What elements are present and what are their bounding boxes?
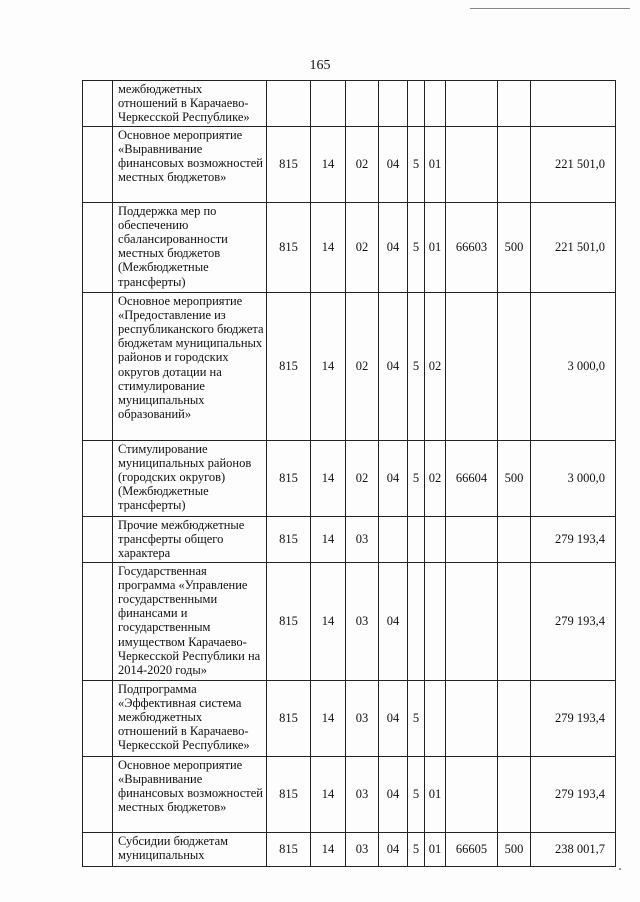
cell-p4 xyxy=(446,292,498,440)
cell-vr xyxy=(498,126,531,202)
cell-p1: 04 xyxy=(379,126,408,202)
cell-rz: 14 xyxy=(311,680,346,756)
cell-index xyxy=(83,126,113,202)
cell-rz: 14 xyxy=(311,292,346,440)
cell-ved: 815 xyxy=(267,832,311,866)
cell-p1: 04 xyxy=(379,832,408,866)
cell-p4 xyxy=(446,81,498,127)
cell-sum: 279 193,4 xyxy=(531,516,616,562)
budget-table xyxy=(82,80,616,867)
cell-sum: 3 000,0 xyxy=(531,440,616,516)
cell-p2: 5 xyxy=(408,440,425,516)
cell-p4 xyxy=(446,516,498,562)
top-edge-line xyxy=(470,8,630,9)
cell-name: Субсидии бюджетам муниципальных xyxy=(113,832,267,866)
cell-pr: 02 xyxy=(346,440,379,516)
cell-p4 xyxy=(446,756,498,832)
cell-p2: 5 xyxy=(408,832,425,866)
cell-p2 xyxy=(408,81,425,127)
cell-p3: 02 xyxy=(425,292,446,440)
cell-rz: 14 xyxy=(311,126,346,202)
cell-name: Прочие межбюджетные трансферты общего характера xyxy=(113,516,267,562)
cell-ved xyxy=(267,81,311,127)
cell-pr: 03 xyxy=(346,756,379,832)
cell-index xyxy=(83,680,113,756)
cell-sum xyxy=(531,81,616,127)
cell-ved: 815 xyxy=(267,680,311,756)
cell-name: Государственная программа «Управление государственными финансами и государственным имуществом Карачаево-Черкесской Республики на 2014-2020 годы» xyxy=(113,562,267,680)
cell-p4: 66604 xyxy=(446,440,498,516)
cell-rz: 14 xyxy=(311,516,346,562)
cell-vr: 500 xyxy=(498,440,531,516)
cell-pr: 03 xyxy=(346,680,379,756)
cell-sum: 279 193,4 xyxy=(531,756,616,832)
cell-name: Основное мероприятие «Предоставление из республиканского бюджета бюджетам муниципальных районов и городских округов дотации на стимулирование муниципальных образований» xyxy=(113,292,267,440)
table-row xyxy=(83,756,616,832)
cell-index xyxy=(83,292,113,440)
cell-p3: 01 xyxy=(425,126,446,202)
cell-index xyxy=(83,202,113,292)
table-row xyxy=(83,680,616,756)
cell-ved: 815 xyxy=(267,126,311,202)
cell-p1 xyxy=(379,516,408,562)
cell-p2: 5 xyxy=(408,756,425,832)
cell-p4 xyxy=(446,126,498,202)
cell-name: Подпрограмма «Эффективная система межбюджетных отношений в Карачаево-Черкесской Республике» xyxy=(113,680,267,756)
cell-pr xyxy=(346,81,379,127)
cell-pr: 02 xyxy=(346,292,379,440)
cell-p2: 5 xyxy=(408,202,425,292)
table-row xyxy=(83,292,616,440)
cell-p1 xyxy=(379,81,408,127)
table-row xyxy=(83,562,616,680)
cell-rz: 14 xyxy=(311,832,346,866)
cell-p4: 66605 xyxy=(446,832,498,866)
cell-pr: 02 xyxy=(346,126,379,202)
cell-sum: 3 000,0 xyxy=(531,292,616,440)
cell-ved: 815 xyxy=(267,292,311,440)
table-row xyxy=(83,126,616,202)
cell-pr: 02 xyxy=(346,202,379,292)
cell-p2: 5 xyxy=(408,126,425,202)
table-row xyxy=(83,440,616,516)
cell-p3: 01 xyxy=(425,202,446,292)
cell-p2 xyxy=(408,516,425,562)
cell-vr xyxy=(498,680,531,756)
cell-sum: 221 501,0 xyxy=(531,126,616,202)
cell-vr xyxy=(498,516,531,562)
cell-p3 xyxy=(425,516,446,562)
cell-p3 xyxy=(425,562,446,680)
cell-name: Стимулирование муниципальных районов (городских округов) (Межбюджетные трансферты) xyxy=(113,440,267,516)
cell-p2: 5 xyxy=(408,680,425,756)
cell-p1: 04 xyxy=(379,756,408,832)
cell-ved: 815 xyxy=(267,202,311,292)
cell-pr: 03 xyxy=(346,516,379,562)
cell-rz: 14 xyxy=(311,562,346,680)
table-row xyxy=(83,516,616,562)
cell-sum: 279 193,4 xyxy=(531,562,616,680)
cell-index xyxy=(83,81,113,127)
cell-rz xyxy=(311,81,346,127)
cell-vr: 500 xyxy=(498,832,531,866)
cell-ved: 815 xyxy=(267,516,311,562)
cell-index xyxy=(83,832,113,866)
cell-p1: 04 xyxy=(379,680,408,756)
cell-ved: 815 xyxy=(267,756,311,832)
cell-p1: 04 xyxy=(379,440,408,516)
cell-index xyxy=(83,756,113,832)
cell-rz: 14 xyxy=(311,440,346,516)
cell-p4 xyxy=(446,680,498,756)
cell-vr xyxy=(498,756,531,832)
cell-pr: 03 xyxy=(346,562,379,680)
cell-name: Основное мероприятие «Выравнивание финансовых возможностей местных бюджетов» xyxy=(113,756,267,832)
cell-p2: 5 xyxy=(408,292,425,440)
cell-pr: 03 xyxy=(346,832,379,866)
cell-vr xyxy=(498,292,531,440)
cell-rz: 14 xyxy=(311,756,346,832)
cell-name: межбюджетных отношений в Карачаево-Черкесской Республике» xyxy=(113,81,267,127)
cell-p4: 66603 xyxy=(446,202,498,292)
cell-p3: 01 xyxy=(425,756,446,832)
cell-sum: 221 501,0 xyxy=(531,202,616,292)
cell-p3: 02 xyxy=(425,440,446,516)
cell-vr: 500 xyxy=(498,202,531,292)
cell-sum: 238 001,7 xyxy=(531,832,616,866)
cell-p3: 01 xyxy=(425,832,446,866)
cell-p2 xyxy=(408,562,425,680)
cell-vr xyxy=(498,562,531,680)
cell-vr xyxy=(498,81,531,127)
table-row xyxy=(83,202,616,292)
page-number: 165 xyxy=(309,58,331,73)
cell-p3 xyxy=(425,81,446,127)
cell-sum: 279 193,4 xyxy=(531,680,616,756)
cell-p3 xyxy=(425,680,446,756)
cell-p1: 04 xyxy=(379,202,408,292)
cell-rz: 14 xyxy=(311,202,346,292)
cell-index xyxy=(83,562,113,680)
cell-name: Основное мероприятие «Выравнивание финансовых возможностей местных бюджетов» xyxy=(113,126,267,202)
cell-p1: 04 xyxy=(379,292,408,440)
cell-ved: 815 xyxy=(267,562,311,680)
cell-index xyxy=(83,516,113,562)
table-row xyxy=(83,832,616,866)
cell-p4 xyxy=(446,562,498,680)
cell-p1: 04 xyxy=(379,562,408,680)
scan-speck xyxy=(619,868,621,870)
cell-ved: 815 xyxy=(267,440,311,516)
cell-name: Поддержка мер по обеспечению сбалансированности местных бюджетов (Межбюджетные трансферты) xyxy=(113,202,267,292)
table-row xyxy=(83,81,616,127)
cell-index xyxy=(83,440,113,516)
